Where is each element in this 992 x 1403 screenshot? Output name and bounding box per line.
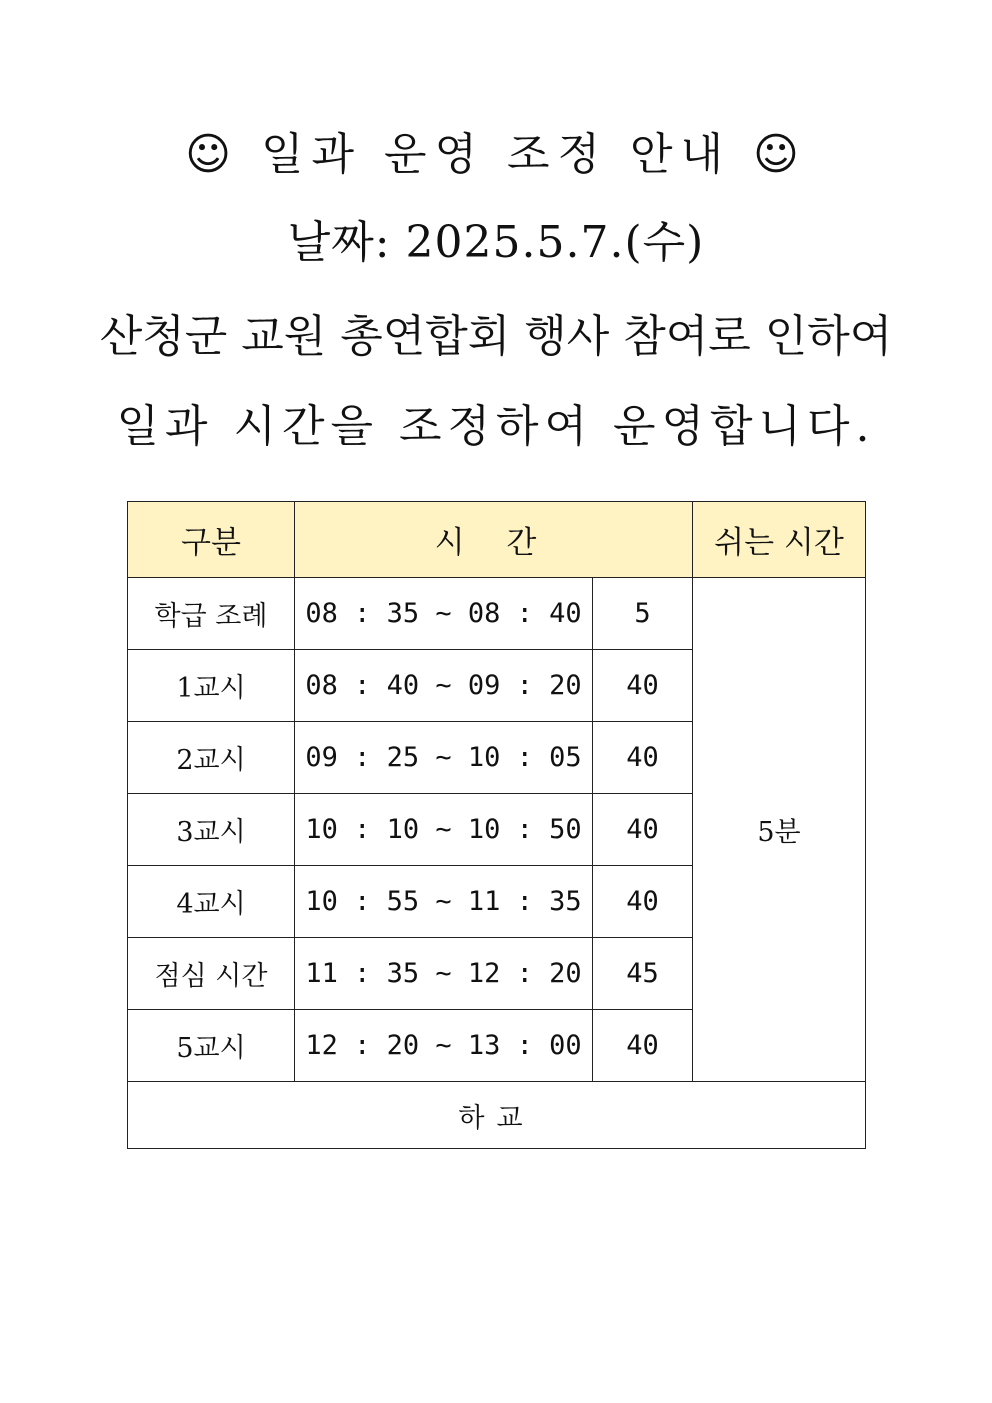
header-time: 시 간	[295, 502, 693, 578]
period-time: 11 : 35 ~ 12 : 20	[295, 938, 593, 1010]
notice-title-text: 일과 운영 조정 안내	[261, 129, 731, 180]
smiley-icon: ☺	[753, 129, 807, 180]
period-time: 08 : 35 ~ 08 : 40	[295, 578, 593, 650]
period-time: 09 : 25 ~ 10 : 05	[295, 722, 593, 794]
period-minutes: 5	[593, 578, 693, 650]
period-minutes: 40	[593, 722, 693, 794]
break-time-value: 5분	[693, 578, 866, 1082]
notice-message-line1: 산청군 교원 총연합회 행사 참여로 인하여	[99, 311, 893, 362]
period-label: 4교시	[128, 866, 295, 938]
notice-title	[0, 118, 992, 182]
header-category: 구분	[128, 502, 295, 578]
header-break: 쉬는 시간	[693, 502, 866, 578]
period-minutes: 45	[593, 938, 693, 1010]
notice-message-line2: 일과 시간을 조정하여 운영합니다.	[116, 401, 876, 452]
period-minutes: 40	[593, 650, 693, 722]
period-label: 2교시	[128, 722, 295, 794]
schedule-header-row	[128, 502, 866, 578]
period-label: 5교시	[128, 1010, 295, 1082]
schedule-footer-row	[128, 1082, 866, 1149]
dismissal-label: 하교	[128, 1082, 866, 1149]
notice-date: 날짜: 2025.5.7.(수)	[287, 217, 705, 268]
period-minutes: 40	[593, 866, 693, 938]
smiley-icon: ☺	[185, 129, 239, 180]
schedule-table	[127, 501, 866, 1149]
period-label: 학급 조례	[128, 578, 295, 650]
period-label: 1교시	[128, 650, 295, 722]
period-label: 3교시	[128, 794, 295, 866]
period-minutes: 40	[593, 1010, 693, 1082]
period-time: 10 : 55 ~ 11 : 35	[295, 866, 593, 938]
period-label: 점심 시간	[128, 938, 295, 1010]
period-minutes: 40	[593, 794, 693, 866]
period-time: 10 : 10 ~ 10 : 50	[295, 794, 593, 866]
period-time: 12 : 20 ~ 13 : 00	[295, 1010, 593, 1082]
period-time: 08 : 40 ~ 09 : 20	[295, 650, 593, 722]
table-row	[128, 578, 866, 650]
